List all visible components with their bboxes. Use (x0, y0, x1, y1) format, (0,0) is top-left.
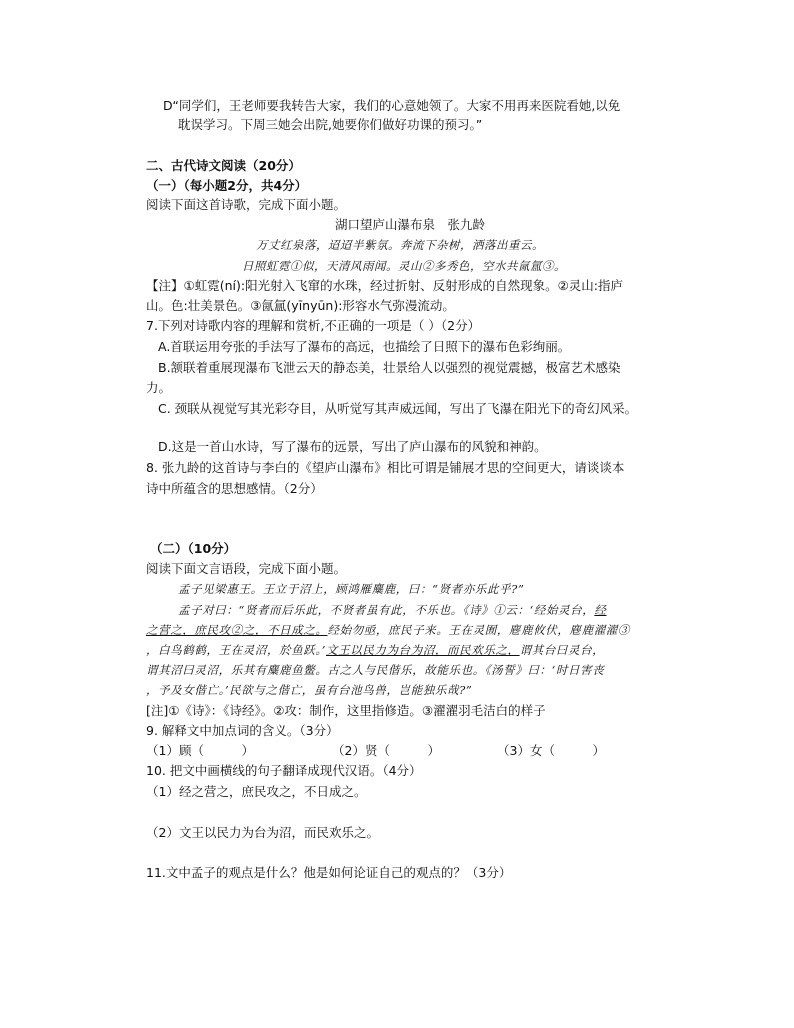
option-d-line2: 耽误学习。下周三她会出院,她要你们做好功课的预习。” (178, 117, 483, 132)
q7-option-b-line2: 力。 (146, 380, 172, 395)
passage-line4 (146, 641, 604, 659)
question-9: 9. 解释文中加点词的含义。（3分） (146, 723, 339, 738)
passage-line2 (178, 601, 607, 619)
section2-heading: 二、古代诗文阅读（20分） (146, 158, 301, 173)
poem-line1: 万丈红泉落，迢迢半紫氛。奔流下杂树，洒落出重云。 (256, 238, 544, 252)
passage-line5: 谓其沼曰灵沼，乐其有麋鹿鱼鳖。古之人与民偕乐，故能乐也。《汤誓》曰：‘时日害丧 (146, 663, 605, 677)
q7-option-a: A.首联运用夸张的手法写了瀑布的高远，也描绘了日照下的瀑布色彩绚丽。 (158, 339, 571, 354)
question-7: 7.下列对诗歌内容的理解和赏析,不正确的一项是（ ）（2分） (146, 318, 481, 333)
passage-note: [注]①《诗》：《诗经》。②攻：制作，这里指修造。③濯濯羽毛洁白的样子 (146, 703, 546, 718)
passage-underlined-3: 文王以民力为台为沼，而民欢乐之， (326, 643, 520, 657)
poem-line2: 日照虹霓①似，天清风雨闻。灵山②多秀色，空水共氤氲③。 (242, 259, 566, 273)
q10-item2: （2）文王以民力为台为沼，而民欢乐之。 (146, 825, 379, 840)
poem-title: 湖口望庐山瀑布泉 张九龄 (335, 217, 486, 232)
q7-option-b-line1: B.颔联着重展现瀑布飞泄云天的静态美，壮景给人以强烈的视觉震撼，极富艺术感染 (158, 360, 621, 375)
part2-heading: （二）（10分） (150, 541, 237, 556)
passage-line3 (146, 621, 630, 639)
option-d-line1: D“同学们，王老师要我转告大家，我们的心意她领了。大家不用再来医院看她,以免 (163, 98, 621, 113)
passage-line3-text: 经始勿亟，庶民子来。王在灵囿，麀鹿攸伏，麀鹿濯濯③ (327, 623, 630, 637)
part1-instruction: 阅读下面这首诗歌，完成下面小题。 (146, 197, 347, 212)
question-10: 10. 把文中画横线的句子翻译成现代汉语。（4分） (146, 763, 422, 778)
question-8-line1: 8. 张九龄的这首诗与李白的《望庐山瀑布》相比可谓是铺展才思的空间更大，请谈谈本 (146, 460, 625, 475)
passage-line6: ，予及女偕亡。’民欲与之偕亡，虽有台池鸟兽，岂能独乐哉?” (146, 683, 473, 697)
passage-line1: 孟子见梁惠王。王立于沼上，顾鸿雁麋鹿，曰：“贤者亦乐此乎?” (178, 582, 525, 596)
passage-underlined-2: 之营之，庶民攻②之，不日成之。 (146, 623, 328, 637)
question-11: 11.文中孟子的观点是什么？他是如何论证自己的观点的？（3分） (146, 865, 512, 880)
passage-underlined-1: 经 (594, 603, 607, 617)
part2-instruction: 阅读下面文言语段，完成下面小题。 (146, 561, 347, 576)
q7-option-d: D.这是一首山水诗，写了瀑布的远景，写出了庐山瀑布的风貌和神韵。 (158, 439, 547, 454)
note-line1: 【注】①虹霓(ní):阳光射入飞窜的水珠，经过折射、反射形成的自然现象。②灵山:指庐 (146, 278, 623, 293)
q10-item1: （1）经之营之，庶民攻之，不日成之。 (146, 784, 367, 799)
question-8-line2: 诗中所蕴含的思想感情。（2分） (146, 481, 323, 496)
passage-line4-tail: 谓其台曰灵台， (519, 643, 605, 657)
note-line2: 山。色:壮美景色。③氤氲(yīnyūn):形容水气弥漫流动。 (146, 298, 455, 313)
q9-item3: （3）女（ ） (497, 743, 605, 758)
passage-line4-text: ，白鸟鹤鹤，王在灵沼，於鱼跃。’ (146, 643, 327, 657)
part1-heading: （一）（每小题2分，共4分） (146, 178, 308, 193)
q7-option-c: C. 颈联从视觉写其光彩夺目，从听觉写其声威远闻，写出了飞瀑在阳光下的奇幻风采。 (158, 401, 638, 416)
passage-line2-text: 孟子对曰：“贤者而后乐此，不贤者虽有此，不乐也。《诗》①云：‘经始灵台， (178, 603, 595, 617)
q9-item2: （2）贤（ ） (332, 743, 440, 758)
q9-item1: （1）顾（ ） (146, 743, 254, 758)
